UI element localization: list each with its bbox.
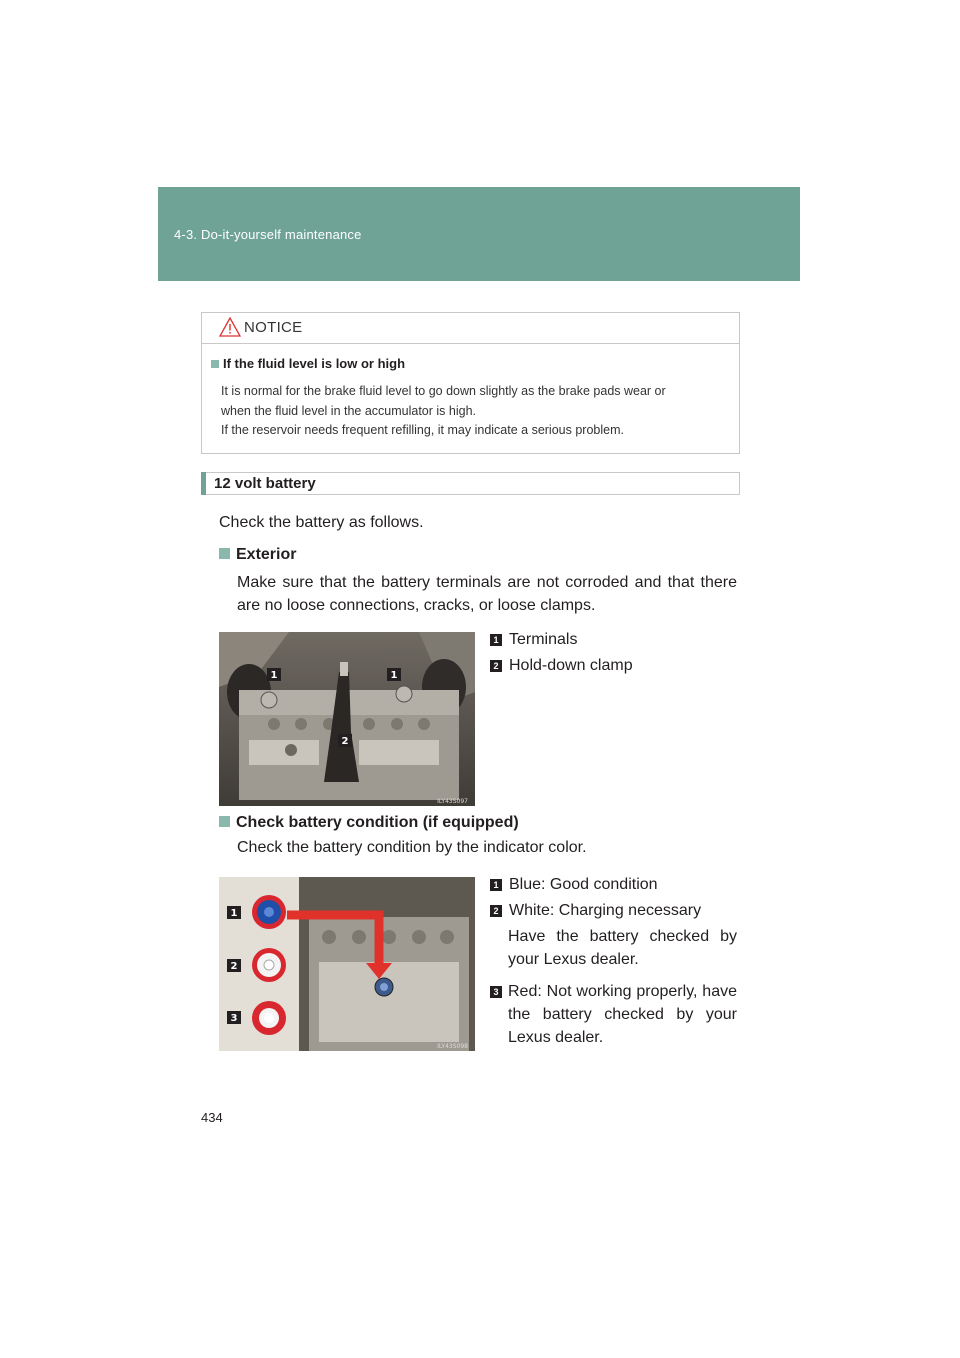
square-bullet-icon: [211, 360, 219, 368]
page-number: 434: [201, 1110, 223, 1125]
condition-body: Check the battery condition by the indicator color.: [237, 839, 587, 856]
callout-number: 3: [490, 986, 502, 998]
section-intro: Check the battery as follows.: [219, 514, 424, 531]
exterior-heading-text: Exterior: [236, 546, 297, 563]
svg-text:1: 1: [390, 670, 398, 681]
notice-subheading: [211, 356, 405, 371]
callout-hold-down-clamp: [490, 654, 633, 677]
svg-text:3: 3: [230, 1013, 238, 1024]
callout-white-note: Have the battery checked by your Lexus dealer.: [508, 928, 737, 968]
exterior-body: Make sure that the battery terminals are not corroded and that there are no loose connections, cracks, or loose clamps.: [237, 574, 737, 614]
callout-number: 1: [490, 879, 502, 891]
callout-label: Hold-down clamp: [509, 657, 633, 674]
condition-heading: [219, 814, 519, 832]
warning-triangle-icon: [219, 317, 241, 337]
callout-label: Blue: Good condition: [509, 876, 658, 893]
image-code: ILY43S097: [437, 798, 468, 805]
notice-line: when the fluid level in the accumulator is high.: [221, 403, 477, 418]
section-title: 12 volt battery: [214, 475, 316, 492]
notice-subheading-text: If the fluid level is low or high: [223, 356, 406, 371]
notice-line: It is normal for the brake fluid level to go down slightly as the brake pads wear or: [221, 384, 666, 398]
exterior-heading: [219, 546, 296, 564]
callout-blue: [490, 873, 658, 896]
notice-box: [201, 312, 740, 454]
condition-heading-text: Check battery condition (if equipped): [236, 814, 519, 831]
svg-text:2: 2: [341, 736, 349, 747]
notice-header: [202, 313, 739, 344]
notice-title: NOTICE: [244, 319, 303, 336]
callout-label: Terminals: [509, 631, 578, 648]
svg-text:1: 1: [230, 908, 238, 919]
svg-text:2: 2: [230, 961, 238, 972]
callout-label: Red: Not working properly, have the battery checked by your Lexus dealer.: [508, 983, 737, 1046]
callout-number: 2: [490, 660, 502, 672]
battery-indicator-illustration: [219, 877, 475, 1051]
section-accent: [201, 472, 206, 495]
callout-number: 2: [490, 905, 502, 917]
notice-line: If the reservoir needs frequent refilling, it may indicate a serious problem.: [221, 423, 624, 437]
image-code: ILY43S098: [437, 1043, 468, 1050]
square-bullet-icon: [219, 548, 230, 559]
battery-exterior-illustration: [219, 632, 475, 806]
section-title-bar: [201, 472, 740, 495]
callout-number: 1: [490, 634, 502, 646]
callout-red: [490, 980, 737, 1049]
svg-text:1: 1: [270, 670, 278, 681]
callout-white: [490, 899, 701, 922]
square-bullet-icon: [219, 816, 230, 827]
section-breadcrumb: 4-3. Do-it-yourself maintenance: [174, 227, 362, 242]
section-header-band: [158, 187, 800, 281]
notice-body: [221, 382, 736, 441]
callout-label: White: Charging necessary: [509, 902, 702, 919]
callout-terminals: [490, 628, 577, 651]
